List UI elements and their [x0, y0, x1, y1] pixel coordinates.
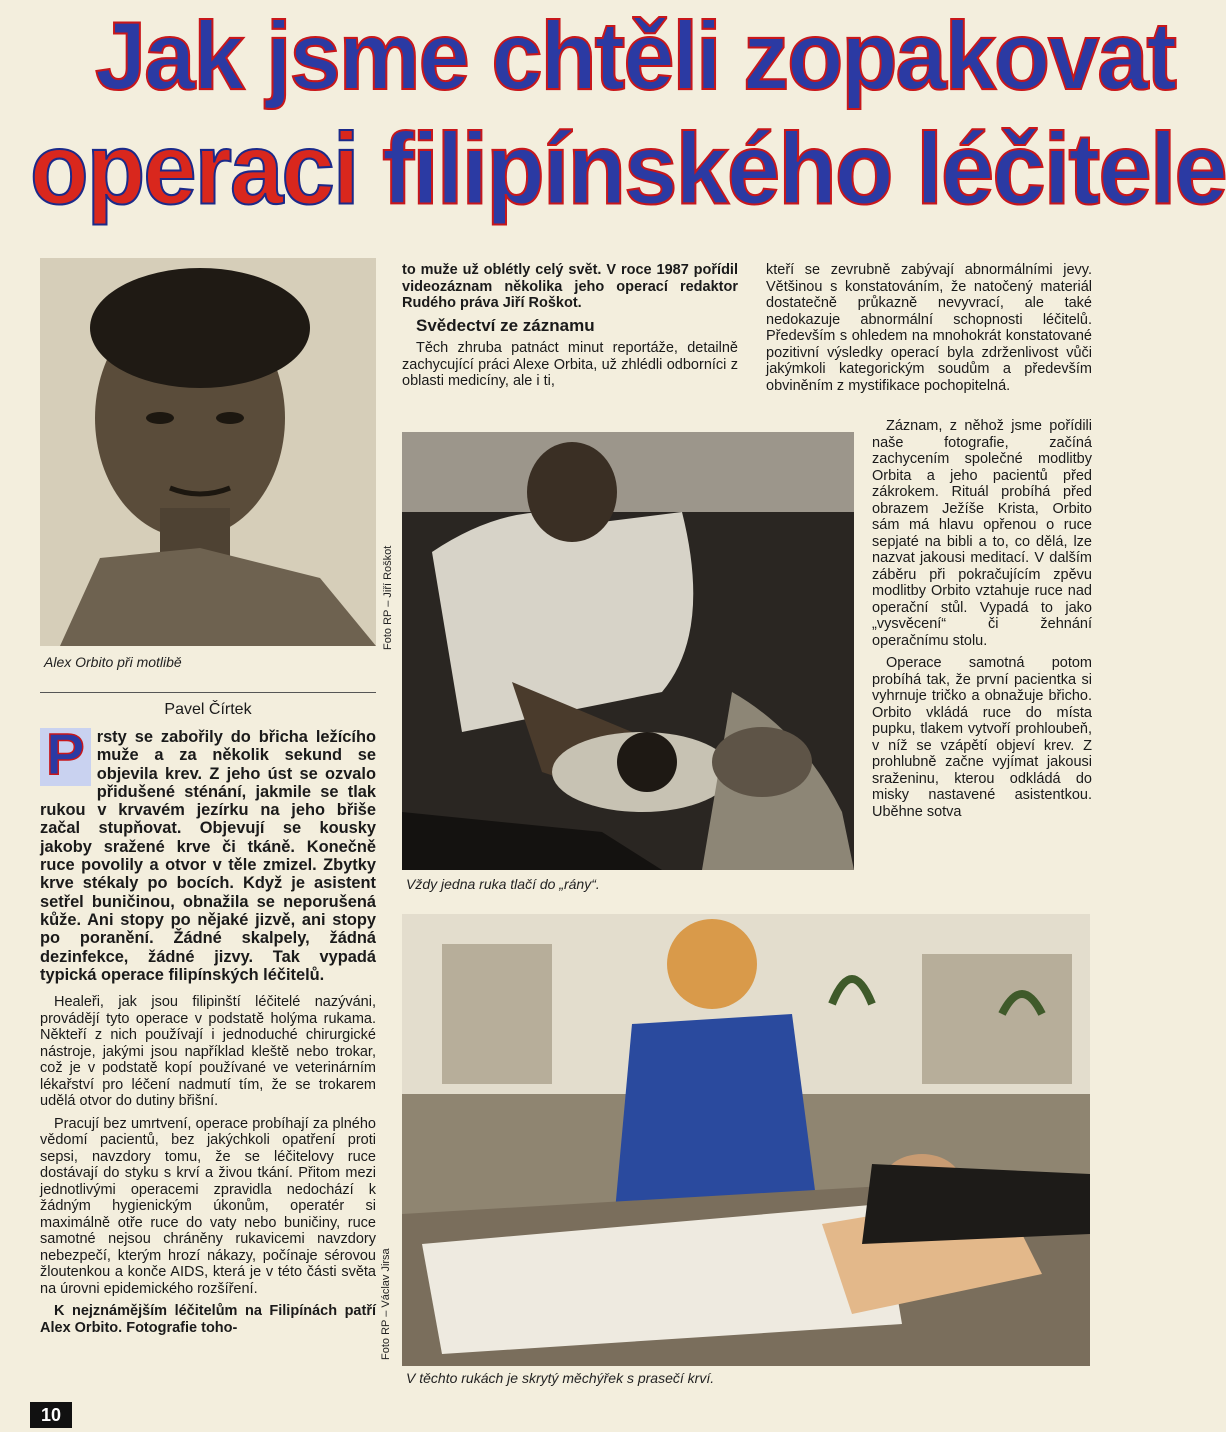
portrait-caption: Alex Orbito při motlibě: [44, 654, 182, 670]
paragraph: Těch zhruba patnáct minut reportáže, detailně zachycující práci Alexe Orbita, už zhlédli odborníci z oblasti medicíny, ale i ti,: [402, 340, 738, 389]
subheading: Svědectví ze záznamu: [416, 315, 595, 335]
author-name: Pavel Čírtek: [40, 692, 376, 719]
paragraph: to muže už oblétly celý svět. V roce 1987 pořídil videozáznam několika jeho operací redaktor Rudého práva Jiří Roškot.: [402, 262, 738, 311]
lead-paragraph: [40, 722, 376, 984]
reenactment-photo: [402, 914, 1090, 1366]
paragraph: Healeři, jak jsou filipinští léčitelé nazýváni, provádějí tyto operace v podstatě holýma rukama. Někteří z nich používají i jednoduché chirurgické nástroje, jakými jsou například kleště nebo trokar, což je v podstatě kopí používané ve veterinárním lékařství pro léčení nadmutí tím, že se trokarem udělá otvor do dutiny břišní.: [40, 994, 376, 1110]
headline-blue-words: filipínského léčitele: [382, 113, 1226, 226]
operation-photo-credit: Foto RP – Jiří Roškot: [382, 545, 394, 650]
operation-caption: Vždy jedna ruka tlačí do „rány“.: [406, 876, 600, 892]
column-1: [40, 722, 376, 1342]
portrait-photo: [40, 258, 376, 646]
lead-text: rsty se zabořily do břicha ležícího muže a za několik sekund se objevila krev. Z jeho úst se ozvalo přidušené sténání, jakmile se tlak rukou v krvavém jezírku na jeho břiše začal stupňovat. Objevují se kousky jakoby sražené krve či tkáně. Konečně ruce povolily a otvor v těle zmizel. Zbytky krve stékaly po bocích. Když je asistent setřel buničinou, obnažila se neporušená kůže. Ani stopy po nějaké jizvě, ani stopy po poranění. Žádné skalpely, žádná dezinfekce, žádné jizvy. Tak vypadá typická operace filipínských léčitelů.: [40, 728, 376, 984]
headline-line-2: [30, 112, 1226, 228]
headline-red-word: operaci: [30, 113, 358, 226]
paragraph: kteří se zevrubně zabývají abnormálními jevy. Většinou s konstatováním, že natočený materiál dostatečně průkazně nevyvrací, ale také nedokazuje abnormální schopnosti léčitelů. Především s ohledem na mnohokrát konstatované pozitivní výsledky operací byla zdrženlivost vůči jakýmkoli kategorickým soudům a především obviněním z mystifikace pochopitelná.: [766, 262, 1092, 394]
reenactment-photo-credit: Foto RP – Václav Jirsa: [380, 1248, 392, 1360]
paragraph: Operace samotná potom probíhá tak, že první pacientka si vyhrnuje tričko a obnažuje břicho. Orbito vkládá ruce do místa pupku, tlakem vytvoří prohloubeň, v níž se vzápětí objeví krev. Z prohlubně začne vyjímat jakousi sraženinu, kterou odkládá do misky nastavené asistentkou. Uběhne sotva: [872, 655, 1092, 820]
headline-line-1: Jak jsme chtěli zopakovat: [95, 3, 1176, 111]
paragraph: Záznam, z něhož jsme pořídili naše fotografie, začíná zachycením společné modlitby Orbita a jeho pacientů před zákrokem. Rituál probíhá před obrazem Ježíše Krista, Orbito sám má hlavu opřenou o ruce sepjaté na bibli a to, co dělá, lze nazvat jakousi meditací. V dalším záběru při pokračujícím zpěvu modlitby Orbito vztahuje ruce nad operační stůl. Vypadá to jako „vysvěcení“ či žehnání operačnímu stolu.: [872, 418, 1092, 649]
operation-photo: [402, 432, 854, 870]
page-number: 10: [30, 1402, 72, 1428]
paragraph: Pracují bez umrtvení, operace probíhají za plného vědomí pacientů, bez jakýchkoli opatření proti sepsi, navzdory tomu, že se léčitelovy ruce dostávají do styku s krví a živou tkání. Přitom mezi jednotlivými operacemi zpravidla nedochází k žádným hygienickým úkonům, operatér si maximálně otře ruce do vaty nebo buničiny, ruce samotné nejsou chráněny rukavicemi navzdory nebezpečí, kterým hrozí nákazy, počínaje sérovou žloutenkou a konče AIDS, která je v této části světa na úrovni epidemického rozšíření.: [40, 1115, 376, 1297]
paragraph: K nejznámějším léčitelům na Filipínách patří Alex Orbito. Fotografie toho-: [40, 1303, 376, 1336]
column-3-narrow: [872, 418, 1092, 826]
column-2: [402, 262, 738, 396]
column-3: [766, 262, 1092, 400]
dropcap: P: [40, 728, 91, 786]
reenactment-caption: V těchto rukách je skrytý měchýřek s prasečí krví.: [406, 1370, 715, 1386]
